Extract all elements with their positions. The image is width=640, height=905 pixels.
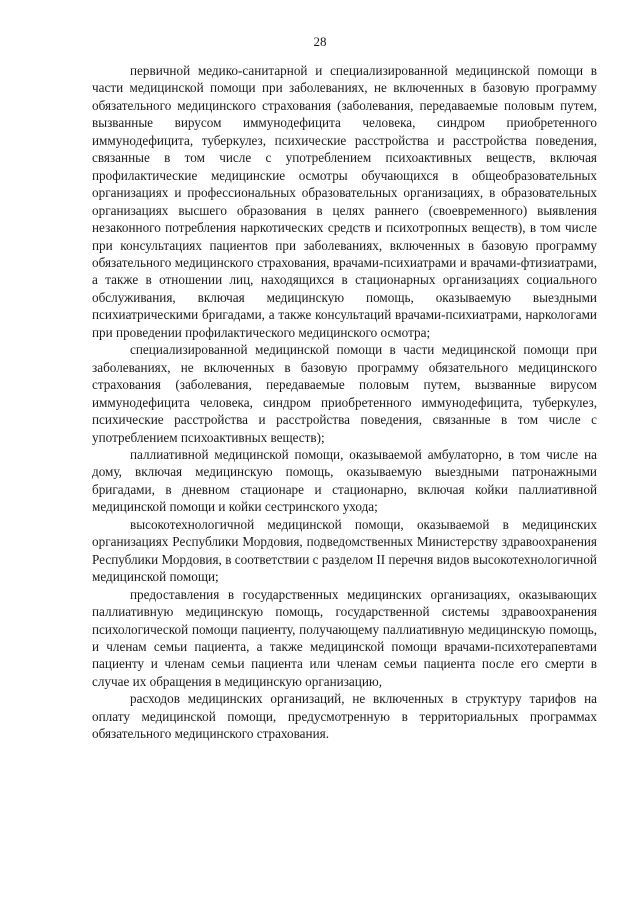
paragraph-expenses: расходов медицинских организаций, не включенных в структуру тарифов на оплату медицинской помощи, предусмотренную в территориальных программах обязательного медицинского страхования. xyxy=(92,691,597,742)
paragraph-psychological-help: предоставления в государственных медицинских организациях, оказывающих паллиативную медицинскую помощь, государственной системы здравоохранения психологической помощи пациенту, получающему паллиативную медицинскую помощь, и членам семьи пациента, а также медицинской помощи врачами-психотерапевтами пациенту и членам семьи пациента или членам семьи пациента после его смерти в случае их обращения в медицинскую организацию, xyxy=(92,586,597,689)
paragraph-primary-care: первичной медико-санитарной и специализированной медицинской помощи в части медицинской помощи при заболеваниях, не включенных в базовую программу обязательного медицинского страхования (заболевания, передаваемые половым путем, вызванные вирусом иммунодефицита человека, синдром приобретенного иммунодефицита, туберкулез, психические расстройства и расстройства поведения, связанные в том числе с употреблением психоактивных веществ, включая профилактические медицинские осмотры обучающихся в общеобразовательных организациях и профессиональных образовательных организациях, в образовательных организациях высшего образования в целях раннего (своевременного) выявления незаконного потребления наркотических средств и психотропных веществ), в том числе при консультациях пациентов при заболеваниях, включенных в базовую программу обязательного медицинского страхования, врачами-психиатрами и врачами-фтизиатрами, а также в отношении лиц, находящихся в стационарных организациях социального обслуживания, включая медицинскую помощь, оказываемую выездными психиатрическими бригадами, а также консультаций врачами-психиатрами, наркологами при проведении профилактического медицинского осмотра; xyxy=(92,63,597,340)
paragraph-specialized-care: специализированной медицинской помощи в части медицинской помощи при заболеваниях, не включенных в базовую программу обязательного медицинского страхования (заболевания, передаваемые половым путем, вызванные вирусом иммунодефицита человека, синдром приобретенного иммунодефицита, туберкулез, психические расстройства и расстройства поведения, связанные в том числе с употреблением психоактивных веществ); xyxy=(92,342,597,445)
page-number: 28 xyxy=(313,34,327,49)
paragraph-palliative-care: паллиативной медицинской помощи, оказываемой амбулаторно, в том числе на дому, включая медицинскую помощь, оказываемую выездными патронажными бригадами, в дневном стационаре и стационарно, включая койки паллиативной медицинской помощи и койки сестринского ухода; xyxy=(92,446,597,515)
body-text xyxy=(92,62,597,743)
paragraph-high-tech-care: высокотехнологичной медицинской помощи, оказываемой в медицинских организациях Республики Мордовия, подведомственных Министерству здравоохранения Республики Мордовия, в соответствии с разделом II перечня видов высокотехнологичной медицинской помощи; xyxy=(92,516,597,585)
